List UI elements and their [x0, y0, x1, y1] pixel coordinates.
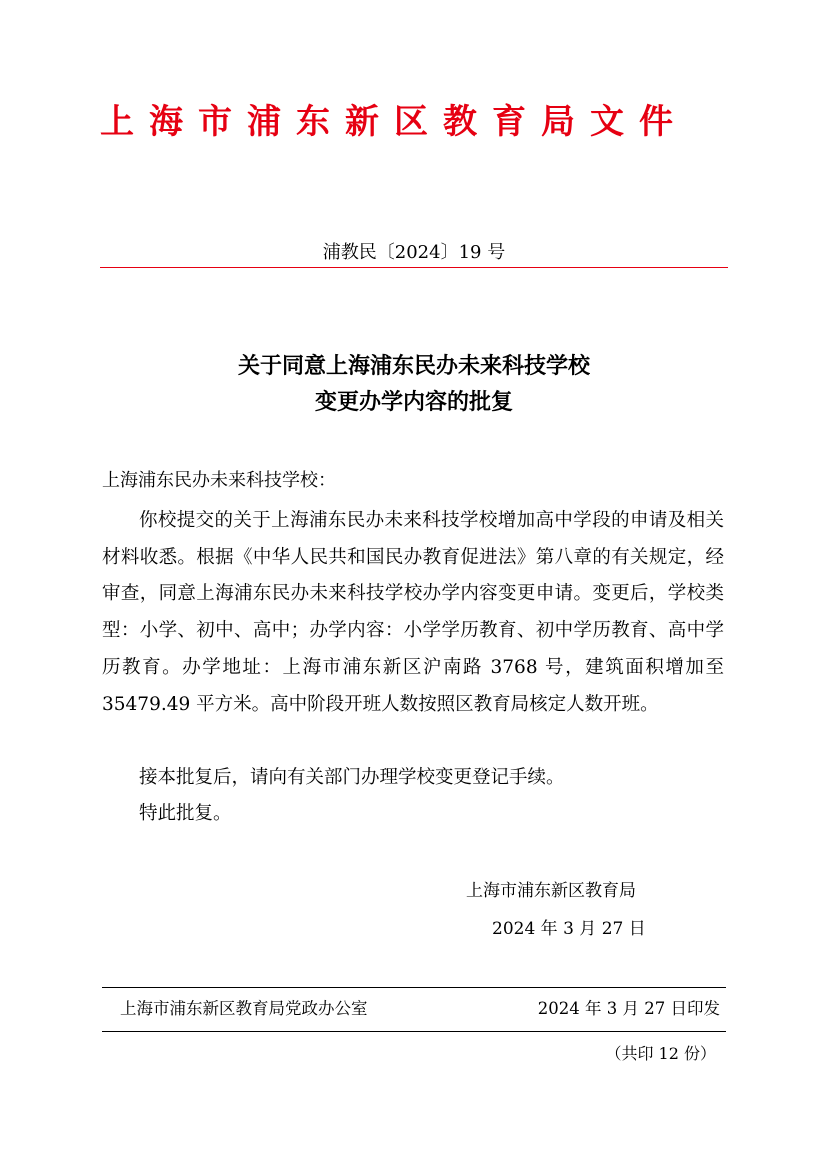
signature-organization: 上海市浦东新区教育局: [466, 881, 636, 901]
recipient: 上海浦东民办未来科技学校：: [102, 470, 336, 491]
document-title-line-2: 变更办学内容的批复: [314, 389, 513, 415]
header-title: 上海市浦东新区教育局文件: [100, 102, 688, 142]
header-divider: [100, 267, 728, 268]
footer-office: 上海市浦东新区教育局党政办公室: [120, 999, 368, 1018]
document-number: 浦教民〔2024〕19 号: [322, 242, 506, 263]
footer-divider-top: [102, 987, 726, 988]
signature-date: 2024 年 3 月 27 日: [492, 919, 646, 939]
document-title: [100, 348, 728, 420]
copies-count: （共印 12 份）: [605, 1044, 716, 1063]
body-paragraph-2: 接本批复后，请向有关部门办理学校变更登记手续。: [139, 767, 565, 788]
footer-divider-bottom: [102, 1031, 726, 1032]
body-paragraph-1: 你校提交的关于上海浦东民办未来科技学校增加高中学段的申请及相关材料收悉。根据《中华人民共和国民办教育促进法》第八章的有关规定，经审查，同意上海浦东民办未来科技学校办学内容变更申请。变更后，学校类型：小学、初中、高中；办学内容：小学学历教育、初中学历教育、高中学历教育。办学地址：上海市浦东新区沪南路 3768 号，建筑面积增加至 35479.49 平方米。高中阶段开班人数按照区教育局核定人数开班。: [102, 510, 724, 715]
footer-print-date: 2024 年 3 月 27 日印发: [537, 999, 720, 1018]
body-paragraph-3: 特此批复。: [139, 803, 232, 824]
document-title-line-1: 关于同意上海浦东民办未来科技学校: [237, 353, 590, 379]
